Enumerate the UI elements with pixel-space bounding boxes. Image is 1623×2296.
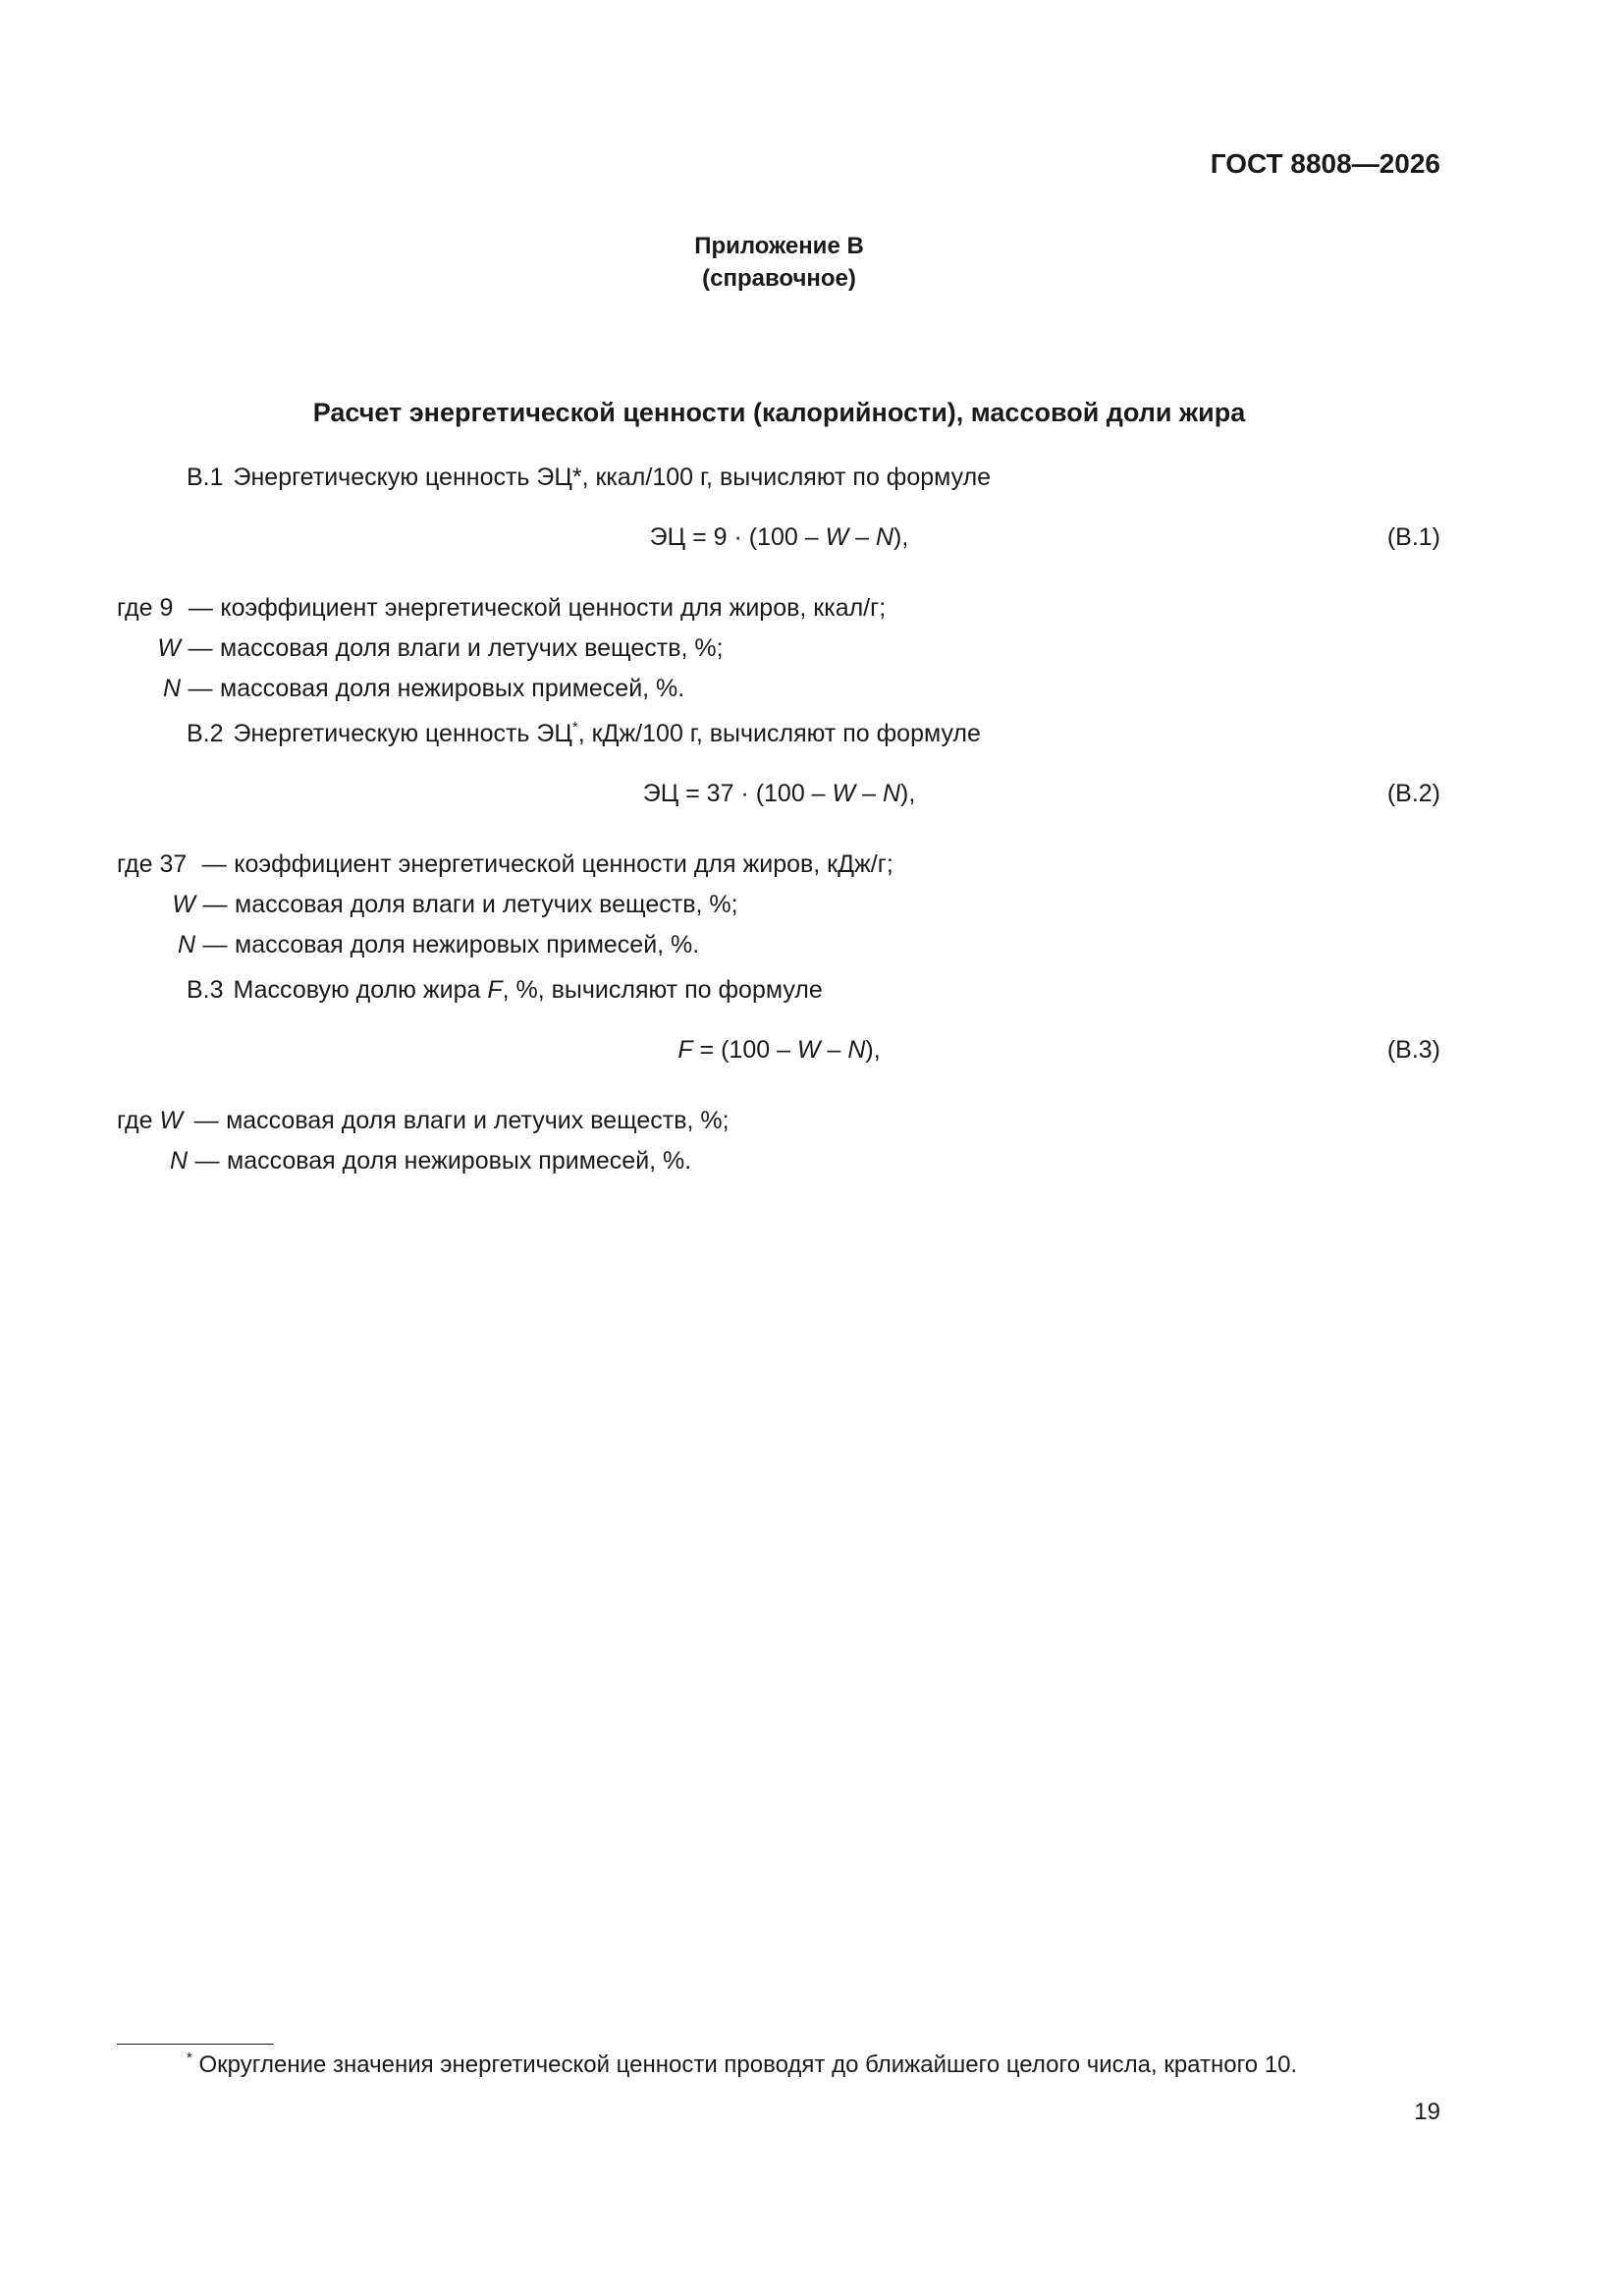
formula-part: = (100 –	[692, 1036, 797, 1064]
formula-var-w: W	[832, 780, 856, 807]
annex-title: Расчет энергетической ценности (калорийности), массовой доли жира	[312, 398, 1246, 427]
where-desc: коэффициент энергетической ценности для жиров, ккал/г;	[220, 594, 887, 622]
where-symbol: N	[162, 675, 181, 702]
equation-number-b3: (В.3)	[1386, 1036, 1440, 1064]
annex-label: Приложение В	[694, 233, 864, 259]
where-b3-row1: где W — массовая доля влаги и летучих веществ, %;	[117, 1107, 730, 1134]
paragraph-b2	[187, 720, 981, 748]
paragraph-b1	[187, 464, 991, 492]
footnote	[187, 2051, 1297, 2079]
where-desc: массовая доля влаги и летучих веществ, %;	[226, 1107, 730, 1134]
where-b2-row3: N — массовая доля нежировых примесей, %.	[177, 931, 700, 958]
where-desc: коэффициент энергетической ценности для жиров, кДж/г;	[234, 850, 893, 878]
where-b2-row1: где 37 — коэффициент энергетической ценности для жиров, кДж/г;	[117, 850, 893, 878]
formula-var-n: N	[882, 780, 900, 807]
where-desc: массовая доля нежировых примесей, %.	[220, 675, 685, 702]
where-symbol: N	[177, 931, 195, 958]
where-b1-row3: N — массовая доля нежировых примесей, %.	[162, 675, 685, 702]
page-number: 19	[1414, 2099, 1440, 2125]
annex-heading	[0, 230, 1558, 295]
formula-var-w: W	[825, 523, 849, 551]
where-intro: где	[117, 1107, 153, 1134]
footnote-text: Округление значения энергетической ценности проводят до ближайшего целого числа, кратного 10.	[191, 2051, 1298, 2078]
where-desc: массовая доля влаги и летучих веществ, %;	[220, 634, 724, 662]
paragraph-text: Энергетическую ценность ЭЦ*, ккал/100 г, вычисляют по формуле	[233, 464, 992, 491]
paragraph-number: В.1	[187, 464, 224, 491]
formula-b2	[0, 780, 1558, 808]
where-b3-row2: N — массовая доля нежировых примесей, %.	[169, 1147, 692, 1175]
formula-part: ЭЦ = 9 · (100 –	[649, 523, 826, 551]
formula-part: ),	[893, 523, 909, 551]
paragraph-text: Массовую долю жира	[233, 976, 488, 1004]
formula-var-f: F	[677, 1036, 693, 1064]
formula-part: ЭЦ = 37 · (100 –	[642, 780, 833, 807]
paragraph-number: В.2	[187, 720, 224, 747]
where-symbol: W	[159, 1107, 184, 1134]
where-intro: где	[117, 594, 153, 622]
where-desc: массовая доля нежировых примесей, %.	[235, 931, 700, 958]
annex-status: (справочное)	[702, 265, 856, 292]
paragraph-text: , %, вычисляют по формуле	[502, 976, 823, 1004]
equation-number-b2: (В.2)	[1386, 780, 1440, 807]
formula-part: –	[848, 523, 876, 551]
where-desc: массовая доля влаги и летучих веществ, %;	[235, 891, 738, 918]
formula-b3	[0, 1036, 1558, 1065]
var-f: F	[487, 976, 503, 1004]
formula-var-n: N	[847, 1036, 866, 1064]
standard-code: ГОСТ 8808—2026	[1210, 148, 1440, 179]
where-intro: где	[117, 850, 153, 878]
equation-number-b1: (В.1)	[1386, 523, 1440, 551]
formula-b1	[0, 523, 1558, 552]
where-symbol: 9	[159, 594, 174, 622]
footnote-separator	[117, 2044, 274, 2045]
footnote-ref: *	[571, 719, 578, 736]
where-desc: массовая доля нежировых примесей, %.	[227, 1147, 692, 1175]
formula-part: ),	[865, 1036, 881, 1064]
formula-part: –	[855, 780, 883, 807]
where-b1-row2: W — массовая доля влаги и летучих веществ, %;	[157, 634, 724, 662]
formula-part: ),	[900, 780, 916, 807]
formula-var-w: W	[796, 1036, 821, 1064]
where-symbol: 37	[159, 850, 188, 878]
where-b2-row2: W — массовая доля влаги и летучих веществ, %;	[172, 891, 738, 918]
where-symbol: W	[172, 891, 195, 918]
formula-part: –	[820, 1036, 848, 1064]
paragraph-b3	[187, 976, 823, 1005]
paragraph-number: В.3	[187, 976, 224, 1004]
paragraph-text: Энергетическую ценность ЭЦ	[233, 720, 572, 747]
where-b1-row1: где 9 — коэффициент энергетической ценности для жиров, ккал/г;	[117, 594, 887, 622]
where-symbol: N	[169, 1147, 188, 1175]
footnote-mark: *	[187, 2050, 192, 2066]
paragraph-text: , кДж/100 г, вычисляют по формуле	[577, 720, 981, 747]
formula-var-n: N	[875, 523, 894, 551]
where-symbol: W	[157, 634, 181, 662]
